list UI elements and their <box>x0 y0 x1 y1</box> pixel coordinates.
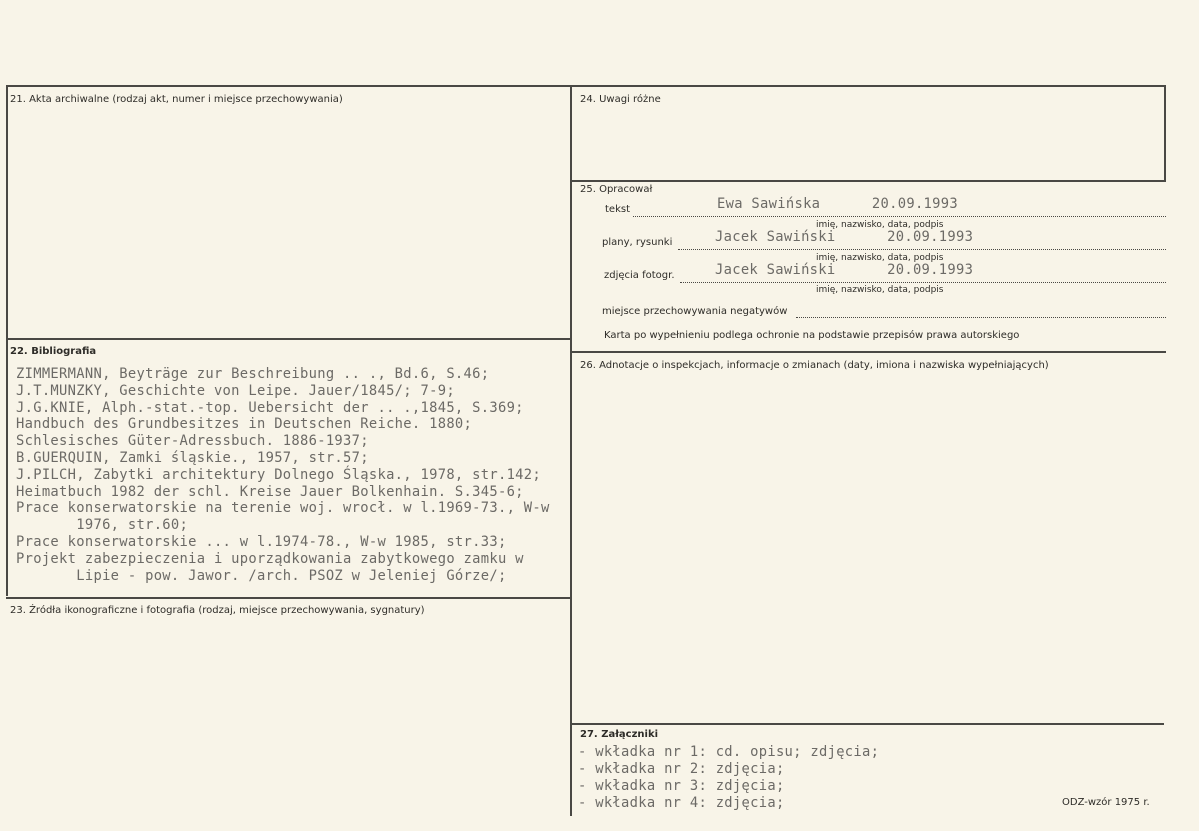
field-26-bottom-line <box>571 723 1164 725</box>
center-divider <box>570 86 572 816</box>
left-border-line <box>6 86 8 596</box>
attachment-item: - wkładka nr 2: zdjęcia; <box>578 761 785 777</box>
right-border-24 <box>1164 86 1166 182</box>
attachment-item: - wkładka nr 1: cd. opisu; zdjęcia; <box>578 744 880 760</box>
copyright-note: Karta po wypełnieniu podlega ochronie na podstawie przepisów prawa autorskiego <box>604 330 1020 341</box>
bibliography-entry: Projekt zabezpieczenia i uporządkowania zabytkowego zamku w <box>16 550 524 567</box>
bibliography-entry: Lipie - pow. Jawor. /arch. PSOZ w Jeleniej Górze/; <box>16 567 507 584</box>
bibliography-entry: ZIMMERMANN, Beyträge zur Beschreibung .. ., Bd.6, S.46; <box>16 366 490 382</box>
tekst-label: tekst <box>605 204 630 215</box>
field-22-label: 22. Bibliografia <box>10 346 97 357</box>
zdjecia-value: Jacek Sawiński 20.09.1993 <box>715 262 974 278</box>
bibliography-entry: Heimatbuch 1982 der schl. Kreise Jauer Bolkenhain. S.345-6; <box>16 483 524 500</box>
bibliography-entry: Prace konserwatorskie na terenie woj. wrocł. w l.1969-73., W-w <box>16 500 550 517</box>
plany-value: Jacek Sawiński 20.09.1993 <box>715 229 974 245</box>
field-21-label: 21. Akta archiwalne (rodzaj akt, numer i miejsce przechowywania) <box>10 94 343 105</box>
field-21-bottom-line <box>6 338 570 340</box>
bibliography-entry: Prace konserwatorskie ... w l.1974-78., W-w 1985, str.33; <box>16 534 507 550</box>
field-24-bottom-line <box>571 180 1166 182</box>
form-number: ODZ-wzór 1975 r. <box>1062 797 1150 808</box>
negatywy-label: miejsce przechowywania negatywów <box>602 306 788 317</box>
tekst-dotted-line <box>633 216 1166 217</box>
zdjecia-label: zdjęcia fotogr. <box>604 270 675 281</box>
bibliography-entry: Handbuch des Grundbesitzes in Deutschen Reiche. 1880; <box>16 416 473 433</box>
attachment-item: - wkładka nr 4: zdjęcia; <box>578 795 785 811</box>
field-24-label: 24. Uwagi różne <box>580 94 661 105</box>
bibliography-entry: J.T.MUNZKY, Geschichte von Leipe. Jauer/1845/; 7-9; <box>16 382 455 399</box>
plany-dotted-line <box>678 249 1166 250</box>
negatywy-dotted-line <box>796 317 1166 318</box>
plany-label: plany, rysunki <box>602 237 673 248</box>
field-25-label: 25. Opracował <box>580 184 653 195</box>
field-22-bottom-line <box>6 597 570 599</box>
bibliography-entry: J.G.KNIE, Alph.-stat.-top. Uebersicht der .. .,1845, S.369; <box>16 399 524 416</box>
bibliography-entry: J.PILCH, Zabytki architektury Dolnego Śląska., 1978, str.142; <box>16 466 541 483</box>
zdjecia-dotted-line <box>680 282 1166 283</box>
field-26-label: 26. Adnotacje o inspekcjach, informacje o zmianach (daty, imiona i nazwiska wypełniających) <box>580 360 1049 371</box>
attachment-item: - wkładka nr 3: zdjęcia; <box>578 778 785 794</box>
tekst-value: Ewa Sawińska 20.09.1993 <box>717 196 958 212</box>
bibliography-entry: Schlesisches Güter-Adressbuch. 1886-1937; <box>16 433 369 450</box>
field-23-label: 23. Źródła ikonograficzne i fotografia (rodzaj, miejsce przechowywania, sygnatury) <box>10 605 425 616</box>
zdjecia-caption: imię, nazwisko, data, podpis <box>816 285 944 295</box>
top-border-line <box>6 85 1166 87</box>
field-25-bottom-line <box>571 351 1166 353</box>
field-27-label: 27. Załączniki <box>580 729 659 740</box>
plany-caption: imię, nazwisko, data, podpis <box>816 253 944 263</box>
tekst-caption: imię, nazwisko, data, podpis <box>816 220 944 230</box>
bibliography-entry: 1976, str.60; <box>16 517 189 534</box>
bibliography-entry: B.GUERQUIN, Zamki śląskie., 1957, str.57; <box>16 450 369 466</box>
